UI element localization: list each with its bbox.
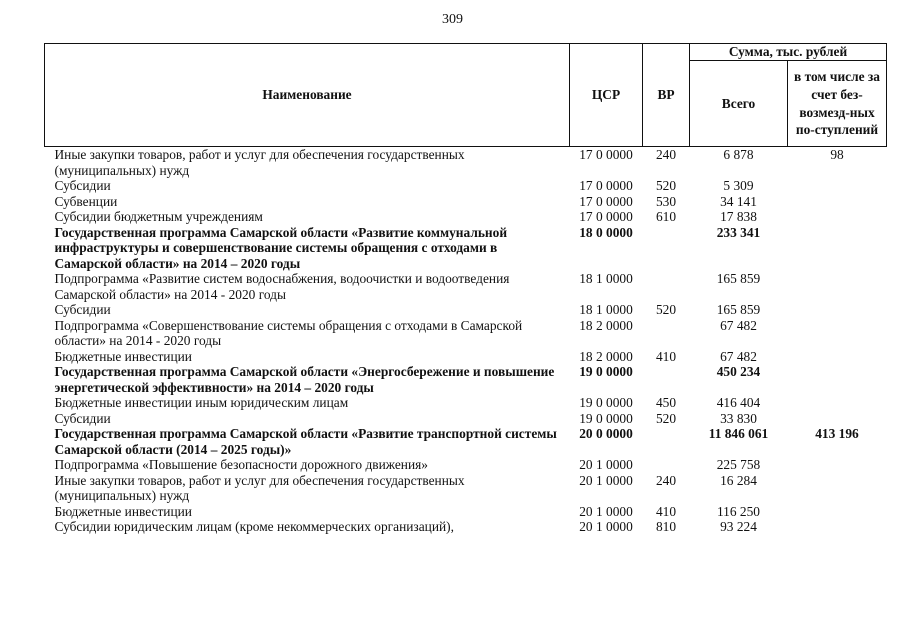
row-total: 116 250 — [716, 503, 761, 519]
table-row — [45, 209, 887, 225]
row-free — [788, 302, 887, 318]
row-csr: 18 1 0000 — [579, 271, 633, 286]
row-csr: 20 1 0000 — [579, 472, 633, 488]
row-name: Государственная программа Самарской области «Энергосбережение и повышение энергетической эффективности» на 2014 – 2020 годы — [54, 364, 555, 395]
header-total: Всего — [690, 61, 788, 147]
row-total: 93 224 — [720, 519, 757, 534]
row-csr: 20 1 0000 — [579, 457, 633, 472]
row-csr: 18 0 0000 — [579, 224, 633, 240]
row-vr: 240 — [655, 147, 677, 162]
row-free — [788, 395, 887, 411]
row-name: Бюджетные инвестиции — [54, 503, 192, 519]
row-vr: 530 — [655, 193, 677, 209]
row-name: Субсидии бюджетным учреждениям — [54, 209, 263, 224]
row-free — [788, 178, 887, 194]
table-row — [45, 349, 887, 365]
row-csr: 17 0 0000 — [579, 193, 633, 209]
row-vr — [643, 457, 690, 473]
row-total: 450 234 — [716, 364, 761, 379]
row-vr — [643, 225, 690, 272]
row-vr: 410 — [655, 503, 677, 519]
table-row — [45, 395, 887, 411]
table-row — [45, 225, 887, 272]
row-total: 33 830 — [720, 410, 757, 426]
row-csr: 20 0 0000 — [579, 426, 633, 441]
row-name: Субсидии — [54, 302, 111, 317]
row-free — [788, 225, 887, 272]
row-free — [788, 318, 887, 349]
row-name: Иные закупки товаров, работ и услуг для обеспечения государственных (муниципальных) нужд — [54, 147, 465, 178]
row-total: 11 846 061 — [708, 426, 769, 441]
row-total: 67 482 — [720, 317, 757, 333]
row-name: Субсидии — [54, 410, 111, 426]
row-free — [788, 271, 887, 302]
row-name: Субвенции — [54, 193, 118, 209]
row-free — [788, 519, 887, 535]
row-total: 6 878 — [723, 147, 754, 162]
budget-table — [44, 43, 887, 535]
row-csr: 17 0 0000 — [579, 178, 633, 193]
row-name: Подпрограмма «Повышение безопасности дорожного движения» — [54, 457, 428, 472]
row-name: Подпрограмма «Развитие систем водоснабжения, водоочистки и водоотведения Самарской области» на 2014 - 2020 годы — [54, 271, 510, 302]
row-total: 165 859 — [716, 302, 761, 317]
row-free — [788, 411, 887, 427]
row-csr: 17 0 0000 — [579, 147, 633, 162]
row-total: 17 838 — [720, 209, 757, 224]
row-vr: 520 — [655, 302, 677, 317]
row-free — [788, 457, 887, 473]
header-csr: ЦСР — [570, 44, 643, 147]
table-row — [45, 178, 887, 194]
table-row — [45, 473, 887, 504]
row-vr: 520 — [655, 410, 677, 426]
row-vr: 610 — [655, 209, 677, 224]
table-body — [45, 147, 887, 535]
table-row — [45, 504, 887, 520]
header-name: Наименование — [45, 44, 570, 147]
row-free: 413 196 — [815, 426, 859, 441]
row-vr: 520 — [655, 178, 677, 193]
row-total: 165 859 — [716, 271, 761, 286]
row-csr: 18 1 0000 — [579, 302, 633, 317]
table-row — [45, 147, 887, 179]
row-csr: 19 0 0000 — [579, 395, 633, 410]
row-vr — [643, 318, 690, 349]
row-free — [788, 349, 887, 365]
row-name: Подпрограмма «Совершенствование системы обращения с отходами в Самарской области» на 2014 - 2020 годы — [54, 317, 523, 348]
row-name: Субсидии юридическим лицам (кроме некоммерческих организаций), — [54, 519, 454, 534]
table-row — [45, 318, 887, 349]
row-total: 16 284 — [720, 472, 757, 488]
table-row — [45, 519, 887, 535]
row-vr: 450 — [655, 395, 677, 410]
table-row — [45, 194, 887, 210]
header-vr: ВР — [643, 44, 690, 147]
row-csr: 19 0 0000 — [579, 410, 633, 426]
row-csr: 18 2 0000 — [579, 348, 633, 364]
row-csr: 19 0 0000 — [579, 364, 633, 379]
table-row — [45, 271, 887, 302]
row-vr — [643, 271, 690, 302]
row-total: 416 404 — [716, 395, 761, 410]
row-vr: 410 — [655, 348, 677, 364]
row-name: Субсидии — [54, 178, 111, 193]
page-number: 309 — [442, 12, 463, 27]
row-name: Государственная программа Самарской области «Развитие транспортной системы Самарской области (2014 – 2025 годы)» — [54, 426, 557, 457]
row-name: Бюджетные инвестиции — [54, 348, 192, 364]
row-free: 98 — [830, 147, 844, 162]
row-free — [788, 504, 887, 520]
row-csr: 17 0 0000 — [579, 209, 633, 224]
row-free — [788, 194, 887, 210]
row-name: Бюджетные инвестиции иным юридическим лицам — [54, 395, 349, 410]
header-sum: Сумма, тыс. рублей — [690, 44, 887, 61]
row-name: Государственная программа Самарской области «Развитие коммунальной инфраструктуры и совершенствование системы обращения с отходами в Самарской области» на 2014 – 2020 годы — [54, 224, 508, 271]
row-csr: 20 1 0000 — [579, 503, 633, 519]
table-row — [45, 411, 887, 427]
row-free — [788, 364, 887, 395]
header-free: в том числе за счет без-возмезд-ных по-ступлений — [788, 61, 887, 147]
row-csr: 20 1 0000 — [579, 519, 633, 534]
table-header — [45, 44, 887, 147]
row-name: Иные закупки товаров, работ и услуг для обеспечения государственных (муниципальных) нужд — [54, 472, 465, 503]
row-total: 5 309 — [723, 178, 754, 193]
row-free — [788, 209, 887, 225]
row-total: 225 758 — [716, 457, 761, 472]
row-total: 233 341 — [716, 224, 761, 240]
table-row — [45, 457, 887, 473]
table-row — [45, 302, 887, 318]
row-free — [788, 473, 887, 504]
table-row — [45, 364, 887, 395]
row-vr: 240 — [655, 472, 677, 488]
row-vr — [643, 426, 690, 457]
row-total: 34 141 — [720, 193, 757, 209]
table-row — [45, 426, 887, 457]
row-total: 67 482 — [720, 348, 757, 364]
row-csr: 18 2 0000 — [579, 317, 633, 333]
row-vr: 810 — [655, 519, 677, 534]
row-vr — [643, 364, 690, 395]
